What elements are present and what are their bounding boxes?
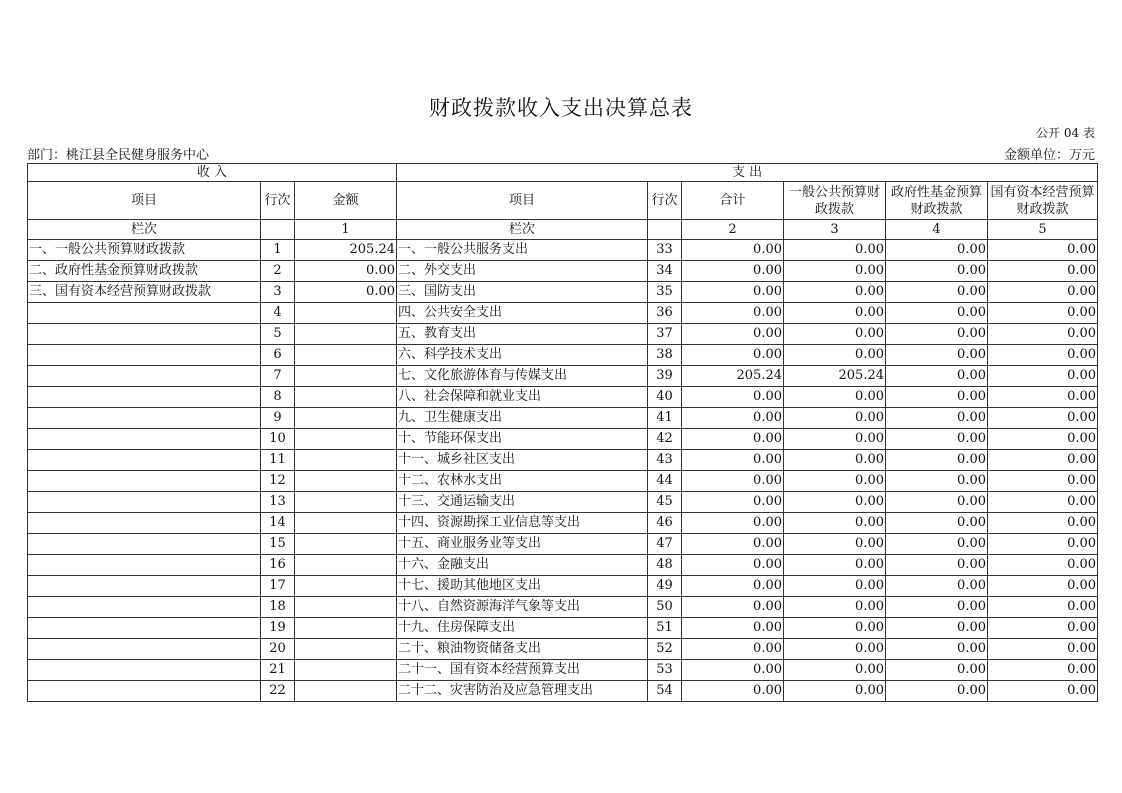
table-row [28, 681, 1098, 702]
fund-budget-cell: 0.00 [886, 345, 988, 366]
fund-budget-cell: 0.00 [886, 429, 988, 450]
income-item-cell [28, 555, 261, 576]
table-row [28, 408, 1098, 429]
expense-item-cell: 六、科学技术支出 [397, 345, 648, 366]
state-capital-cell: 0.00 [988, 429, 1098, 450]
income-row-no-cell: 8 [261, 387, 295, 408]
expense-row-no-cell: 49 [648, 576, 682, 597]
general-budget-cell: 0.00 [784, 597, 886, 618]
expense-row-no-cell: 35 [648, 282, 682, 303]
fund-budget-cell: 0.00 [886, 534, 988, 555]
table-row [28, 345, 1098, 366]
fund-budget-cell: 0.00 [886, 324, 988, 345]
state-capital-cell: 0.00 [988, 597, 1098, 618]
income-amount-cell [295, 597, 397, 618]
fund-budget-cell: 0.00 [886, 681, 988, 702]
income-item-cell [28, 534, 261, 555]
state-capital-cell: 0.00 [988, 639, 1098, 660]
table-row [28, 282, 1098, 303]
state-capital-cell: 0.00 [988, 492, 1098, 513]
expense-row-no-cell: 51 [648, 618, 682, 639]
expense-row-no-cell: 52 [648, 639, 682, 660]
fund-budget-cell: 0.00 [886, 450, 988, 471]
general-budget-cell: 0.00 [784, 282, 886, 303]
income-item-cell: 三、国有资本经营预算财政拨款 [28, 282, 261, 303]
expense-item-cell: 二十二、灾害防治及应急管理支出 [397, 681, 648, 702]
expense-row-no-cell: 46 [648, 513, 682, 534]
index-col3: 3 [784, 220, 886, 240]
expense-row-no-cell: 39 [648, 366, 682, 387]
income-item-cell [28, 408, 261, 429]
total-cell: 0.00 [682, 345, 784, 366]
income-amount-cell [295, 555, 397, 576]
group-header-row [28, 164, 1098, 182]
table-row [28, 303, 1098, 324]
income-amount-cell [295, 576, 397, 597]
income-row-no-cell: 6 [261, 345, 295, 366]
expense-row-no-cell: 36 [648, 303, 682, 324]
table-body [28, 164, 1098, 702]
general-budget-cell: 0.00 [784, 534, 886, 555]
total-cell: 0.00 [682, 240, 784, 261]
expense-item-cell: 五、教育支出 [397, 324, 648, 345]
total-cell: 0.00 [682, 513, 784, 534]
index-empty [648, 220, 682, 240]
expense-item-cell: 一、一般公共服务支出 [397, 240, 648, 261]
income-item-cell [28, 576, 261, 597]
general-budget-cell: 0.00 [784, 492, 886, 513]
income-amount-cell [295, 366, 397, 387]
income-amount-cell: 205.24 [295, 240, 397, 261]
index-label-left: 栏次 [28, 220, 261, 240]
general-budget-cell: 0.00 [784, 387, 886, 408]
index-empty [261, 220, 295, 240]
table-row [28, 450, 1098, 471]
fund-budget-cell: 0.00 [886, 240, 988, 261]
expense-row-no-cell: 50 [648, 597, 682, 618]
income-row-no-cell: 21 [261, 660, 295, 681]
col-row-no-header: 行次 [261, 182, 295, 220]
state-capital-cell: 0.00 [988, 660, 1098, 681]
income-amount-cell [295, 303, 397, 324]
expense-group-header: 支 出 [397, 164, 1098, 182]
income-item-cell [28, 492, 261, 513]
general-budget-cell: 0.00 [784, 513, 886, 534]
state-capital-cell: 0.00 [988, 387, 1098, 408]
income-amount-cell: 0.00 [295, 261, 397, 282]
state-capital-cell: 0.00 [988, 240, 1098, 261]
expense-row-no-cell: 41 [648, 408, 682, 429]
expense-row-no-cell: 43 [648, 450, 682, 471]
expense-row-no-cell: 42 [648, 429, 682, 450]
income-amount-cell [295, 471, 397, 492]
department-label: 部门：桃江县全民健身服务中心 [27, 148, 210, 163]
budget-table [27, 163, 1098, 702]
state-capital-cell: 0.00 [988, 345, 1098, 366]
expense-row-no-cell: 53 [648, 660, 682, 681]
fund-budget-cell: 0.00 [886, 261, 988, 282]
income-item-cell [28, 618, 261, 639]
fund-budget-cell: 0.00 [886, 576, 988, 597]
expense-item-cell: 二十一、国有资本经营预算支出 [397, 660, 648, 681]
table-row [28, 555, 1098, 576]
general-budget-cell: 0.00 [784, 576, 886, 597]
expense-item-cell: 十五、商业服务业等支出 [397, 534, 648, 555]
fund-budget-cell: 0.00 [886, 408, 988, 429]
total-cell: 0.00 [682, 639, 784, 660]
expense-item-cell: 十九、住房保障支出 [397, 618, 648, 639]
unit-label: 金额单位：万元 [1003, 148, 1095, 163]
total-cell: 205.24 [682, 366, 784, 387]
expense-row-no-cell: 34 [648, 261, 682, 282]
income-row-no-cell: 11 [261, 450, 295, 471]
income-row-no-cell: 1 [261, 240, 295, 261]
expense-item-cell: 十、节能环保支出 [397, 429, 648, 450]
expense-item-cell: 十四、资源勘探工业信息等支出 [397, 513, 648, 534]
expense-row-no-cell: 48 [648, 555, 682, 576]
total-cell: 0.00 [682, 492, 784, 513]
income-amount-cell [295, 345, 397, 366]
col-item-header: 项目 [28, 182, 261, 220]
income-item-cell [28, 324, 261, 345]
state-capital-cell: 0.00 [988, 261, 1098, 282]
income-row-no-cell: 14 [261, 513, 295, 534]
col-fund-header: 政府性基金预算财政拨款 [886, 182, 988, 220]
fund-budget-cell: 0.00 [886, 387, 988, 408]
fund-budget-cell: 0.00 [886, 555, 988, 576]
state-capital-cell: 0.00 [988, 324, 1098, 345]
table-row [28, 618, 1098, 639]
income-amount-cell [295, 534, 397, 555]
income-row-no-cell: 2 [261, 261, 295, 282]
expense-row-no-cell: 33 [648, 240, 682, 261]
general-budget-cell: 0.00 [784, 639, 886, 660]
income-amount-cell [295, 492, 397, 513]
income-item-cell [28, 450, 261, 471]
general-budget-cell: 0.00 [784, 660, 886, 681]
income-item-cell: 一、一般公共预算财政拨款 [28, 240, 261, 261]
total-cell: 0.00 [682, 597, 784, 618]
income-row-no-cell: 13 [261, 492, 295, 513]
fund-budget-cell: 0.00 [886, 282, 988, 303]
index-col2: 2 [682, 220, 784, 240]
income-item-cell [28, 639, 261, 660]
state-capital-cell: 0.00 [988, 450, 1098, 471]
total-cell: 0.00 [682, 387, 784, 408]
state-capital-cell: 0.00 [988, 303, 1098, 324]
table-row [28, 492, 1098, 513]
income-amount-cell: 0.00 [295, 282, 397, 303]
col-exp-item-header: 项目 [397, 182, 648, 220]
expense-item-cell: 三、国防支出 [397, 282, 648, 303]
expense-row-no-cell: 45 [648, 492, 682, 513]
total-cell: 0.00 [682, 534, 784, 555]
state-capital-cell: 0.00 [988, 534, 1098, 555]
fund-budget-cell: 0.00 [886, 660, 988, 681]
income-row-no-cell: 18 [261, 597, 295, 618]
col-amount-header: 金额 [295, 182, 397, 220]
income-amount-cell [295, 324, 397, 345]
table-row [28, 366, 1098, 387]
income-row-no-cell: 12 [261, 471, 295, 492]
income-row-no-cell: 22 [261, 681, 295, 702]
income-row-no-cell: 4 [261, 303, 295, 324]
general-budget-cell: 205.24 [784, 366, 886, 387]
income-item-cell [28, 366, 261, 387]
income-item-cell [28, 429, 261, 450]
income-row-no-cell: 5 [261, 324, 295, 345]
total-cell: 0.00 [682, 303, 784, 324]
index-col4: 4 [886, 220, 988, 240]
state-capital-cell: 0.00 [988, 681, 1098, 702]
general-budget-cell: 0.00 [784, 303, 886, 324]
income-amount-cell [295, 513, 397, 534]
expense-item-cell: 九、卫生健康支出 [397, 408, 648, 429]
index-label-right: 栏次 [397, 220, 648, 240]
fund-budget-cell: 0.00 [886, 492, 988, 513]
income-amount-cell [295, 429, 397, 450]
total-cell: 0.00 [682, 576, 784, 597]
index-col5: 5 [988, 220, 1098, 240]
income-amount-cell [295, 450, 397, 471]
income-item-cell [28, 597, 261, 618]
table-row [28, 429, 1098, 450]
index-amount: 1 [295, 220, 397, 240]
income-amount-cell [295, 681, 397, 702]
state-capital-cell: 0.00 [988, 555, 1098, 576]
income-item-cell: 二、政府性基金预算财政拨款 [28, 261, 261, 282]
total-cell: 0.00 [682, 471, 784, 492]
general-budget-cell: 0.00 [784, 240, 886, 261]
expense-item-cell: 二十、粮油物资储备支出 [397, 639, 648, 660]
fund-budget-cell: 0.00 [886, 597, 988, 618]
state-capital-cell: 0.00 [988, 513, 1098, 534]
general-budget-cell: 0.00 [784, 324, 886, 345]
expense-item-cell: 十七、援助其他地区支出 [397, 576, 648, 597]
income-row-no-cell: 20 [261, 639, 295, 660]
total-cell: 0.00 [682, 450, 784, 471]
income-row-no-cell: 3 [261, 282, 295, 303]
income-amount-cell [295, 408, 397, 429]
expense-item-cell: 十二、农林水支出 [397, 471, 648, 492]
state-capital-cell: 0.00 [988, 408, 1098, 429]
income-amount-cell [295, 387, 397, 408]
general-budget-cell: 0.00 [784, 345, 886, 366]
expense-item-cell: 十八、自然资源海洋气象等支出 [397, 597, 648, 618]
fund-budget-cell: 0.00 [886, 513, 988, 534]
total-cell: 0.00 [682, 282, 784, 303]
fund-budget-cell: 0.00 [886, 366, 988, 387]
col-total-header: 合计 [682, 182, 784, 220]
general-budget-cell: 0.00 [784, 261, 886, 282]
total-cell: 0.00 [682, 618, 784, 639]
total-cell: 0.00 [682, 555, 784, 576]
table-row [28, 660, 1098, 681]
income-item-cell [28, 387, 261, 408]
total-cell: 0.00 [682, 681, 784, 702]
expense-row-no-cell: 47 [648, 534, 682, 555]
income-amount-cell [295, 660, 397, 681]
general-budget-cell: 0.00 [784, 429, 886, 450]
income-item-cell [28, 303, 261, 324]
table-row [28, 639, 1098, 660]
col-general-header: 一般公共预算财政拨款 [784, 182, 886, 220]
income-row-no-cell: 17 [261, 576, 295, 597]
table-row [28, 597, 1098, 618]
income-amount-cell [295, 639, 397, 660]
general-budget-cell: 0.00 [784, 408, 886, 429]
income-row-no-cell: 9 [261, 408, 295, 429]
expense-row-no-cell: 38 [648, 345, 682, 366]
expense-item-cell: 七、文化旅游体育与传媒支出 [397, 366, 648, 387]
state-capital-cell: 0.00 [988, 618, 1098, 639]
income-row-no-cell: 16 [261, 555, 295, 576]
expense-item-cell: 四、公共安全支出 [397, 303, 648, 324]
state-capital-cell: 0.00 [988, 471, 1098, 492]
table-row [28, 534, 1098, 555]
fund-budget-cell: 0.00 [886, 303, 988, 324]
table-row [28, 513, 1098, 534]
expense-row-no-cell: 40 [648, 387, 682, 408]
general-budget-cell: 0.00 [784, 450, 886, 471]
income-item-cell [28, 471, 261, 492]
expense-row-no-cell: 54 [648, 681, 682, 702]
expense-row-no-cell: 37 [648, 324, 682, 345]
expense-item-cell: 十三、交通运输支出 [397, 492, 648, 513]
table-row [28, 387, 1098, 408]
income-item-cell [28, 660, 261, 681]
table-row [28, 261, 1098, 282]
total-cell: 0.00 [682, 408, 784, 429]
expense-item-cell: 十六、金融支出 [397, 555, 648, 576]
total-cell: 0.00 [682, 429, 784, 450]
table-row [28, 471, 1098, 492]
fund-budget-cell: 0.00 [886, 618, 988, 639]
income-row-no-cell: 15 [261, 534, 295, 555]
col-exp-row-no-header: 行次 [648, 182, 682, 220]
table-row [28, 576, 1098, 597]
expense-row-no-cell: 44 [648, 471, 682, 492]
fund-budget-cell: 0.00 [886, 639, 988, 660]
fund-budget-cell: 0.00 [886, 471, 988, 492]
income-amount-cell [295, 618, 397, 639]
col-state-header: 国有资本经营预算财政拨款 [988, 182, 1098, 220]
total-cell: 0.00 [682, 261, 784, 282]
page-title: 财政拨款收入支出决算总表 [429, 96, 693, 120]
table-row [28, 240, 1098, 261]
state-capital-cell: 0.00 [988, 282, 1098, 303]
expense-item-cell: 二、外交支出 [397, 261, 648, 282]
income-item-cell [28, 681, 261, 702]
total-cell: 0.00 [682, 660, 784, 681]
income-row-no-cell: 7 [261, 366, 295, 387]
general-budget-cell: 0.00 [784, 681, 886, 702]
total-cell: 0.00 [682, 324, 784, 345]
general-budget-cell: 0.00 [784, 555, 886, 576]
index-row [28, 220, 1098, 240]
state-capital-cell: 0.00 [988, 366, 1098, 387]
column-header-row [28, 182, 1098, 220]
expense-item-cell: 八、社会保障和就业支出 [397, 387, 648, 408]
form-number: 公开 04 表 [1036, 126, 1095, 140]
general-budget-cell: 0.00 [784, 618, 886, 639]
income-item-cell [28, 345, 261, 366]
income-group-header: 收 入 [28, 164, 397, 182]
income-row-no-cell: 19 [261, 618, 295, 639]
table-row [28, 324, 1098, 345]
general-budget-cell: 0.00 [784, 471, 886, 492]
state-capital-cell: 0.00 [988, 576, 1098, 597]
expense-item-cell: 十一、城乡社区支出 [397, 450, 648, 471]
income-item-cell [28, 513, 261, 534]
income-row-no-cell: 10 [261, 429, 295, 450]
